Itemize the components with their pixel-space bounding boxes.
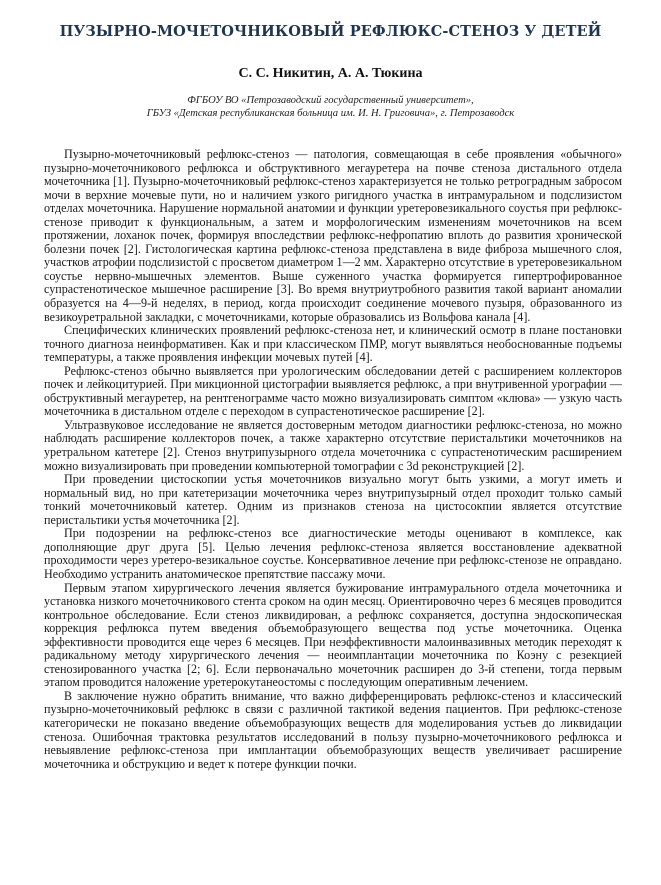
paragraph-3: Рефлюкс-стеноз обычно выявляется при урологическим обследовании детей с расширением коллекторов почек и лейкоцитурией. При микционной цистографии выявляется рефлюкс, а при внутривенной урографии — обструктивный мегауретер, на рентгенограмме часто можно визуализировать симптом «клюва» — узкую часть мочеточника в дистальном отделе с переходом в супрастенотическое расширение [2]. [44,363,622,419]
affiliation-line-1: ФГБОУ ВО «Петрозаводский государственный университет», [187,95,474,106]
article-title: ПУЗЫРНО-МОЧЕТОЧНИКОВЫЙ РЕФЛЮКС-СТЕНОЗ У ДЕТЕЙ [59,23,602,40]
affiliation-line-2: ГБУЗ «Детская республиканская больница им. И. Н. Григовича», г. Петрозаводск [146,108,515,119]
paragraph-4: Ультразвуковое исследование не является достоверным методом диагностики рефлюкс-стеноза, но можно наблюдать расширение коллекторов почек, а также характерно отсутствие перистальтики мочеточников на уретральном катетере [2]. Стеноз внутрипузырного отдела мочеточника с супрастенотическим расширением можно визуализировать при проведении компьютерной томографии с 3d реконструкцией [2]. [44,417,622,473]
paragraph-1: Пузырно-мочеточниковый рефлюкс-стеноз — патология, совмещающая в себе проявления «обычного» пузырно-мочеточникового рефлюкса и обструктивного мегауретера на почве стеноза дистального отдела мочеточника [1]. Пузырно-мочеточниковый рефлюкс-стеноз характеризуется не только ретроградным забросом мочи в верхние мочевые пути, но и наличием узкого ригидного участка в интрамуральном и подслизистом отделах мочеточника. Нарушение нормальной анатомии и функции уретеровезикального соустья при рефлюкс-стенозе приводит к функциональным, а затем и морфологическим изменениям мочеточников на всем протяжении, лоханок почек, формируя впоследствии рефлюкс-нефропатию вплоть до развития хронической болезни почек [2]. Гистологическая картина рефлюкс-стеноза представлена в виде фиброза мышечного слоя, участков атрофии подслизистой с просветом диаметром 1—2 мм. Характерно отсутствие в уретеровезикальном соустье нервно-мышечных элементов. Выше суженного участка формируется гипертрофированное супрастенотическое мышечное расширение [3]. Во время внутриутробного развития такой вариант аномалии образуется на 4—9-й неделях, в период, когда происходит соединение мочевого пузыря, образованного из везикоуретральной закладки, с мочеточниками, которые образовались из Вольфова канала [4]. [44,147,622,324]
paragraph-2: Специфических клинических проявлений рефлюкс-стеноза нет, и клинический осмотр в плане постановки точного диагноза неинформативен. Как и при классическом ПМР, могут выявляться необоснованные подъемы температуры, а также проявления инфекции мочевых путей [4]. [44,323,622,365]
article-authors: С. С. Никитин, А. А. Тюкина [238,66,423,81]
paragraph-6: При подозрении на рефлюкс-стеноз все диагностические методы оценивают в комплексе, как дополняющие друг друга [5]. Целью лечения рефлюкс-стеноза является восстановление адекватной проходимости через уретеро-везикальное соустье. Консервативное лечение при рефлюкс-стенозе не оправдано. Необходимо устранить анатомическое препятствие пассажу мочи. [44,526,622,581]
article-body [44,148,622,771]
paragraph-5: При проведении цистоскопии устья мочеточников визуально могут быть узкими, а могут иметь и нормальный вид, но при катетеризации мочеточника через внутрипузырный отдел проходит только самый тонкий мочеточниковый катетер. Одним из признаков стеноза на цистосокпии является отсутствие перистальтики устья мочеточника [2]. [44,472,622,527]
paragraph-7: Первым этапом хирургического лечения является бужирование интрамурального отдела мочеточника и установка низкого мочеточникового стента сроком на один месяц. Ориентировочно через 6 месяцев проводится контрольное обследование. Если стеноз ликвидирован, а рефлюкс сохраняется, доступна эндоскопическая коррекция рефлюкса путем введения объемобразующего вещества под устье мочеточника. Оценка эффективности проводится еще через 6 месяцев. При неэффективности малоинвазивных методик переходят к радикальному методу хирургического лечения — неоимплантации мочеточника по Коэну с резекцией стенозированного участка [2; 6]. Если первоначально мочеточник расширен до 3-й степени, тогда первым этапом проводится наложение уретерокутанеостомы с последующим оперативным лечением. [44,580,622,690]
paragraph-8: В заключение нужно обратить внимание, что важно дифференцировать рефлюкс-стеноз и классический пузырно-мочеточниковый рефлюкс в связи с различной тактикой ведения пациентов. При рефлюкс-стенозе категорически не показано введение объемобразующих веществ для моделирования устьев до ликвидации стеноза. Ошибочная трактовка результатов исследований в пользу пузырно-мочеточникового рефлюкса и невыявление рефлюкс-стеноза при имплантации объемобразующих веществ увеличивает расширение мочеточника и обструкцию и ведет к потере функции почки. [44,688,622,771]
